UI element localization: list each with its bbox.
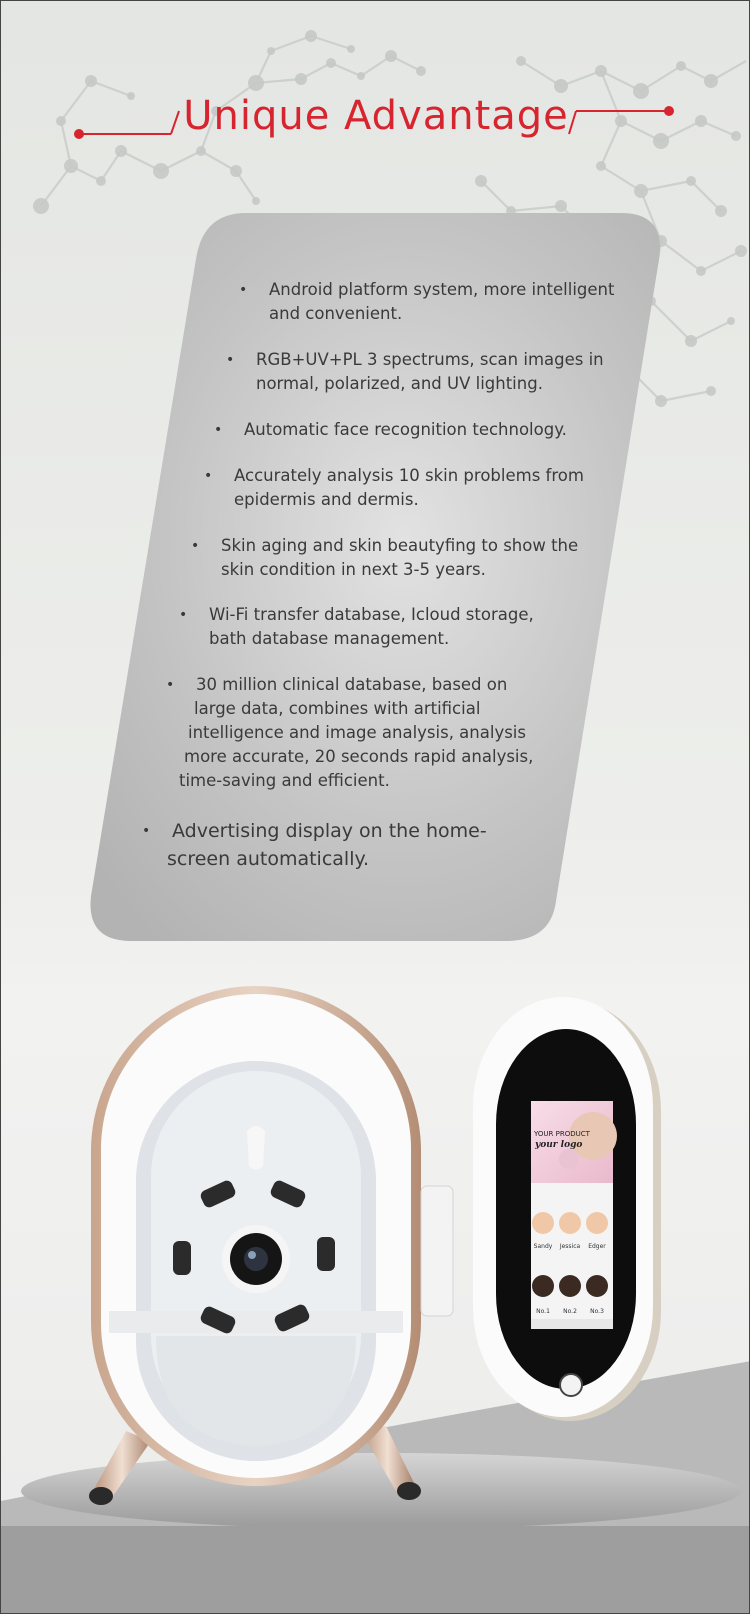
- feature-item-8: • Advertising display on the home- screen automatically.: [142, 820, 487, 870]
- page-title: Unique Advantage: [183, 93, 569, 139]
- feature-item-1: • Android platform system, more intelligent and convenient.: [239, 280, 615, 323]
- feature-item-5: • Skin aging and skin beautyfing to show the skin condition in next 3-5 years.: [191, 536, 579, 579]
- feature-item-2: • RGB+UV+PL 3 spectrums, scan images in normal, polarized, and UV lighting.: [226, 350, 604, 393]
- screen-customer-3: Edger: [588, 1243, 606, 1250]
- screen-customer-2: Jessica: [559, 1243, 581, 1250]
- screen-product-1: No.1: [536, 1308, 550, 1315]
- feature-item-4: • Accurately analysis 10 skin problems from epidermis and dermis.: [204, 466, 584, 509]
- screen-customer-1: Sandy: [533, 1243, 553, 1250]
- screen-product-3: No.3: [590, 1308, 604, 1315]
- skin-analyzer-device: [1, 961, 750, 1614]
- feature-item-7: • 30 million clinical database, based on large data, combines with artificial intelligence and image analysis, analysis more accurate, 20 seconds rapid analysis, time-saving and efficient.: [166, 675, 534, 790]
- screen-banner-line2: your logo: [535, 1140, 583, 1150]
- feature-item-3: • Automatic face recognition technology.: [214, 420, 567, 439]
- feature-item-6: • Wi-Fi transfer database, Icloud storage, bath database management.: [179, 605, 534, 648]
- screen-product-2: No.2: [563, 1308, 577, 1315]
- screen-banner-line1: YOUR PRODUCT: [534, 1130, 590, 1138]
